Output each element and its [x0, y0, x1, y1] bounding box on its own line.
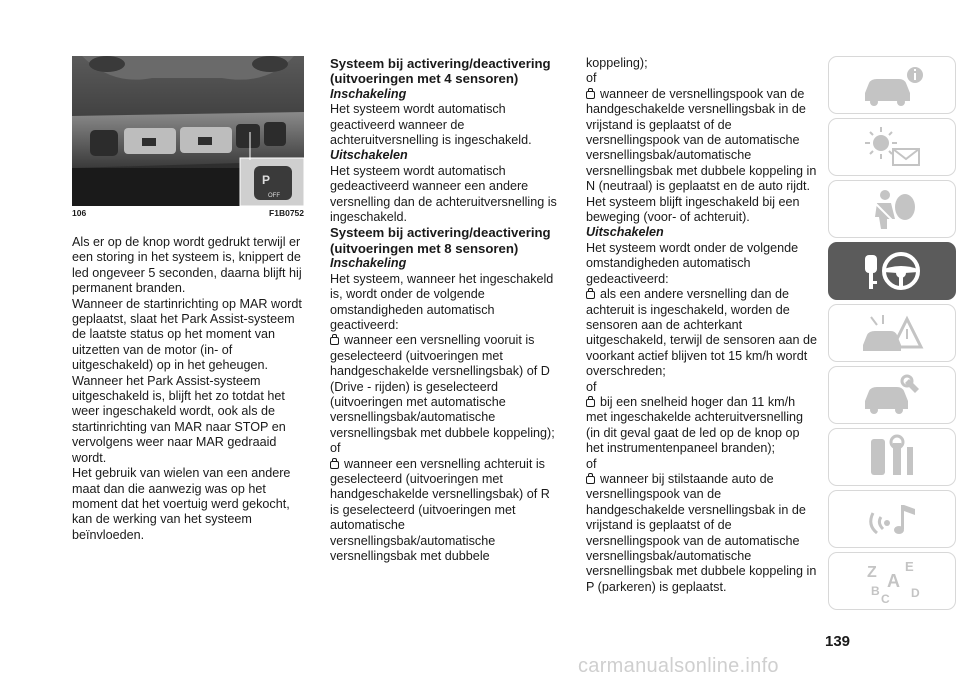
list-item: [586, 87, 818, 226]
list-item: [586, 472, 818, 595]
paragraph: Het systeem, wanneer het ingeschakeld is, wordt onder de volgende omstandigheden automatisch geactiveerd:: [330, 271, 554, 332]
tab-emergency[interactable]: [828, 304, 956, 362]
bullet-icon: [330, 337, 339, 345]
tab-starting-driving[interactable]: [828, 242, 956, 300]
column-2: [330, 56, 562, 564]
section-heading: Systeem bij activering/deactivering (uitvoeringen met 8 sensoren): [330, 225, 551, 256]
paragraph: Als er op de knop wordt gedrukt terwijl er een storing in het systeem is, knippert de led ongeveer 5 seconden, daarna blijft hij permanent branden.: [72, 235, 302, 296]
tab-technical-data[interactable]: [828, 428, 956, 486]
svg-text:E: E: [905, 559, 914, 574]
multimedia-icon: [857, 495, 927, 543]
page-number: 139: [825, 633, 851, 650]
bullet-icon: [586, 476, 595, 484]
emergency-road-icon: [857, 309, 927, 357]
list-item: [330, 333, 562, 441]
index-alphabet-icon: [857, 557, 927, 605]
or-text: of: [586, 71, 597, 86]
or-text: of: [330, 441, 341, 456]
figure-park-assist-button: [72, 56, 304, 206]
car-info-icon: [857, 61, 927, 109]
safety-airbag-icon: [857, 185, 927, 233]
tab-car-info[interactable]: [828, 56, 956, 114]
subheading: Inschakeling: [330, 86, 407, 101]
section-heading: Systeem bij activering/deactivering (uitvoeringen met 4 sensoren): [330, 56, 551, 87]
tab-multimedia[interactable]: [828, 490, 956, 548]
subheading: Uitschakelen: [586, 225, 664, 240]
tab-maintenance[interactable]: [828, 366, 956, 424]
paragraph: koppeling);: [586, 56, 648, 70]
chapter-tabs: [828, 56, 956, 614]
paragraph: Het systeem wordt automatisch gedeactiveerd wanneer een andere versnelling dan de achteruitversnelling is ingeschakeld.: [330, 163, 557, 225]
paragraph: Wanneer de startinrichting op MAR wordt geplaatst, slaat het Park Assist-systeem de laatste status op het moment van uitzetten van de motor (in- of uitgeschakeld) op in het geheugen.: [72, 296, 302, 373]
list-item: [586, 395, 818, 457]
paragraph: Het systeem wordt onder de volgende omstandigheden automatisch gedeactiveerd:: [586, 240, 799, 286]
svg-text:A: A: [887, 571, 900, 591]
list-item-text: als een andere versnelling dan de achteruit is ingeschakeld, worden de sensoren aan de achterkant uitgeschakeld, terwijl de sensoren aan de voorkant actief blijven tot 15 km/h wordt overschreden;: [586, 287, 818, 379]
list-item-text: bij een snelheid hoger dan 11 km/h met ingeschakelde achteruitversnelling (in dit geval gaat de led op de knop op het instrumentenpaneel branden);: [586, 394, 804, 456]
svg-text:B: B: [871, 584, 880, 598]
watermark: carmanualsonline.info: [578, 655, 779, 677]
column-1: [72, 56, 304, 543]
maintenance-car-icon: [857, 371, 927, 419]
tab-index[interactable]: [828, 552, 956, 610]
off-label: OFF: [268, 193, 280, 199]
bullet-icon: [586, 91, 595, 99]
list-item: [330, 457, 562, 565]
bullet-icon: [330, 461, 339, 469]
list-item-text: wanneer de versnellingspook van de handgeschakelde versnellingsbak in de vrijstand is geplaatst of de versnellingspook van de automatische versnellingsbak/automatische versnellingsbak met dubbele koppeling in N (neutraal) is geplaatst en de auto rijdt. Het systeem blijft ingeschakeld bij een beweging (voor- of achteruit).: [586, 86, 817, 225]
figure-caption: [72, 208, 304, 219]
paragraph: Het systeem wordt automatisch geactiveerd wanneer de achteruitversnelling is ingeschakeld.: [330, 102, 532, 148]
svg-text:D: D: [911, 586, 920, 600]
list-item: [586, 287, 818, 379]
paragraph: Wanneer het Park Assist-systeem uitgeschakeld is, blijft het zo totdat het weer ingeschakeld wordt, ook als de startinrichting van MAR naar STOP en vervolgens weer naar MAR gedraaid wordt.: [72, 373, 286, 465]
figure-number: 106: [72, 208, 87, 218]
list-item-text: wanneer bij stilstaande auto de versnellingspook van de handgeschakelde versnellingsbak in de vrijstand is geplaatst of de versnellingspook van de automatische versnellingsbak/automatische versnellingsbak met dubbele koppeling in P (parkeren) is geplaatst.: [586, 471, 817, 594]
key-steering-wheel-icon: [857, 247, 927, 295]
svg-text:C: C: [881, 592, 890, 605]
tab-safety[interactable]: [828, 180, 956, 238]
or-text: of: [586, 379, 597, 394]
or-text: of: [586, 456, 597, 471]
figure-code: F1B0752: [269, 208, 304, 218]
tab-warning-lights[interactable]: [828, 118, 956, 176]
svg-text:P: P: [262, 173, 271, 187]
bullet-icon: [586, 399, 595, 407]
list-item-text: wanneer een versnelling achteruit is geselecteerd (uitvoeringen met handgeschakelde versnellingsbak) of R is geselecteerd (uitvoeringen met automatische versnellingsbak/automatische versnellingsbak met dubbele: [330, 456, 550, 563]
bullet-icon: [586, 291, 595, 299]
list-item-text: wanneer een versnelling vooruit is geselecteerd (uitvoeringen met handgeschakelde versnellingsbak) of D (Drive - rijden) is geselecteerd (uitvoeringen met automatische versnellingsbak/automatische versnellingsbak met dubbele koppeling);: [330, 333, 555, 440]
dashboard-photo: [72, 56, 304, 206]
paragraph: Het gebruik van wielen van een andere maat dan die aanwezig was op het moment dat het voertuig werd gekocht, kan de werking van het systeem beïnvloeden.: [72, 466, 291, 542]
subheading: Inschakeling: [330, 256, 407, 271]
warning-lights-icon: [857, 123, 927, 171]
technical-data-icon: [857, 433, 927, 481]
column-3: [586, 56, 818, 595]
svg-text:Z: Z: [867, 564, 877, 581]
subheading: Uitschakelen: [330, 148, 408, 163]
